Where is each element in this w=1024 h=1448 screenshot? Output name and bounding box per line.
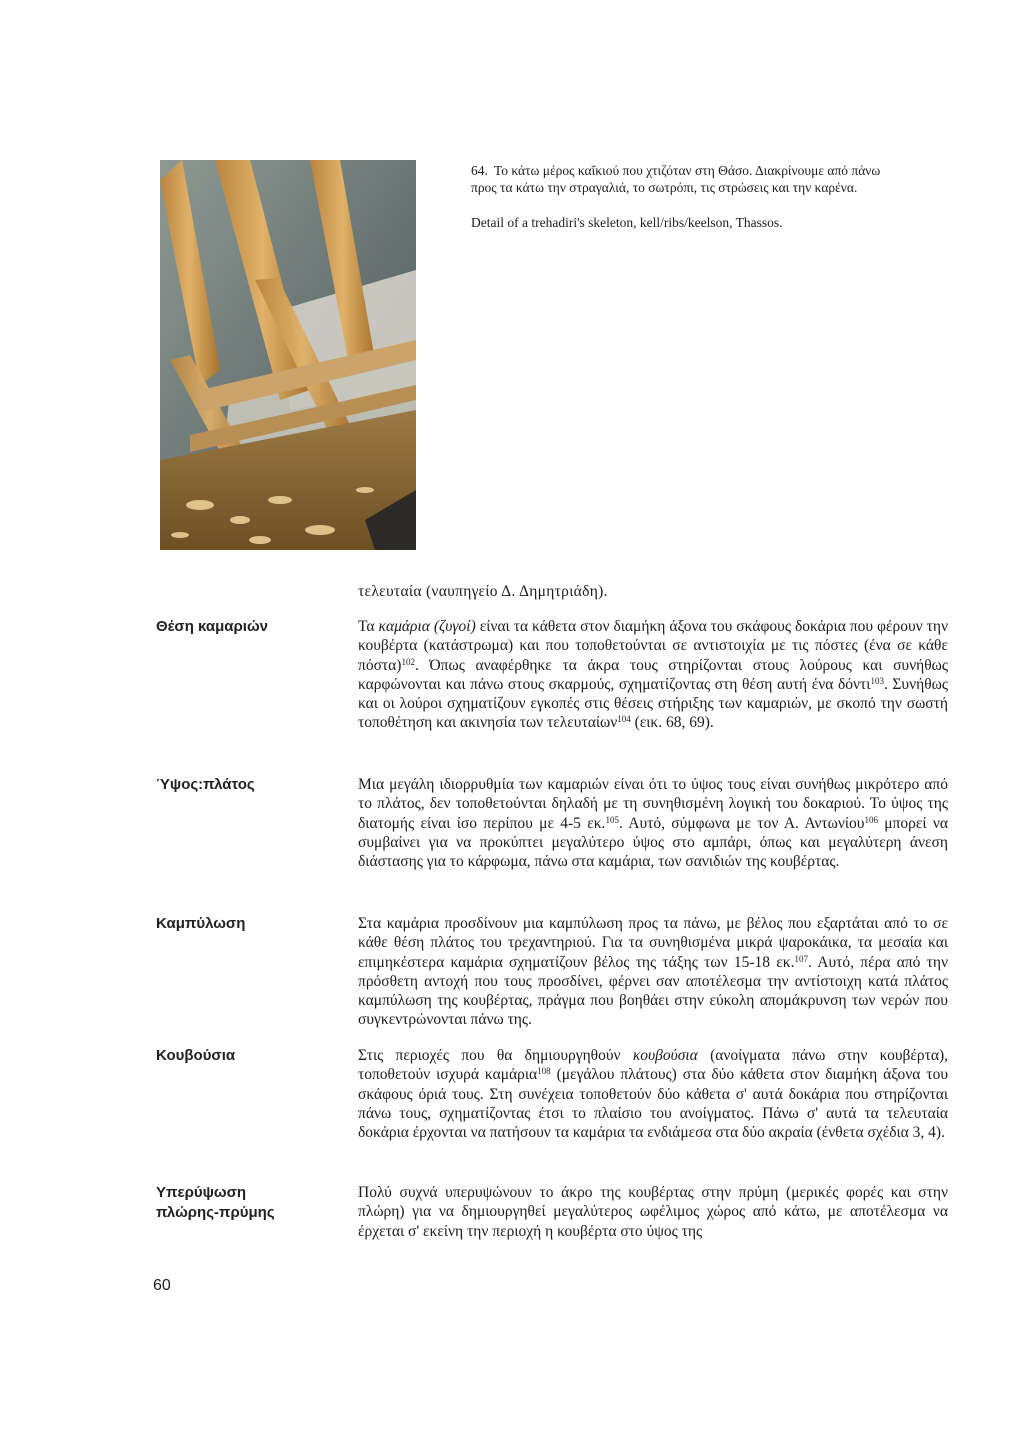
text-run: . Αυτό, πέρα από την πρόσθετη αντοχή που τους προσδίνει, φέρνει σαν αποτέλεσμα την αντίστοιχη κατά πλάτος καμπύλωση της κουβέρτας, πράγμα που βοηθάει στην εύκολη απομάκρυνση των νερών που συγκεντρώνονται πάνω της. <box>358 953 948 1029</box>
body-paragraph <box>358 1046 948 1142</box>
sidenote-heading: Υπερύψωση πλώρης-πρύμης <box>156 1184 275 1221</box>
italic-term: καμάρια (ζυγοί) <box>378 618 476 635</box>
footnote-ref: 103 <box>870 675 884 686</box>
intro-line: τελευταία (ναυπηγείο Δ. Δημητριάδη). <box>358 583 608 600</box>
footnote-ref: 107 <box>794 953 808 964</box>
page-number: 60 <box>153 1277 171 1294</box>
footnote-ref: 108 <box>537 1066 551 1077</box>
sidenote-heading: Κουβούσια <box>156 1047 236 1064</box>
text-run: Στις περιοχές που θα δημιουργηθούν <box>358 1047 633 1064</box>
italic-term: κουβούσια <box>632 1047 698 1064</box>
footnote-ref: 105 <box>605 814 619 825</box>
text-run: (ανοίγματα πάνω στην κουβέρτα), τοποθετούν ισχυρά καμάρια <box>358 1047 949 1084</box>
text-run: . Αυτό, σύμφωνα με τον Α. Αντωνίου <box>618 814 865 832</box>
body-paragraph <box>358 775 948 871</box>
text-run: είναι τα κάθετα στον διαμήκη άξονα του σκάφους δοκάρια που φέρουν την κουβέρτα (κατάστρωμα) και που τοποθετούνται σε αντιστοιχία με τις πόστες (ένα σε κάθε πόστα) <box>358 618 949 674</box>
text-run: . Όπως αναφέρθηκε τα άκρα τους στηρίζονται στους λούρους και συνήθως καρφώνονται και πάνω στους σκαρμούς, σχηματίζοντας στη θέση αυτή ένα δόντι <box>358 656 948 693</box>
caption-greek <box>471 162 901 196</box>
caption-english: Detail of a trehadiri's skeleton, kell/ribs/keelson, Thassos. <box>471 215 783 230</box>
footnote-ref: 104 <box>617 714 631 725</box>
text-run: μπορεί να συμβαίνει για να προκύπτει μεγαλύτερο ύψος στο αμπάρι, όπως και μεγαλύτερη άνεση διάστασης για το κάρφωμα, πάνω στα καμάρια, των σανιδιών της κουβέρτας. <box>358 814 948 871</box>
figure-caption <box>471 162 901 231</box>
text-run: . Συνήθως και οι λούροι σχηματίζουν εγκοπές στις θέσεις στήριξης των καμαριών, με σκοπό την σωστή τοποθέτηση και ακινησία των τελευταίων <box>358 675 948 732</box>
text-run: Πολύ συχνά υπερυψώνουν το άκρο της κουβέρτας στην πρύμη (μερικές φορές και στην πλώρη) για να δημιουργηθεί μεγαλύτερος ωφέλιμος χώρος από κάτω, με αποτέλεσμα να έρχεται σ' εκείνη την περιοχή η κουβέρτα στο ύψος της <box>358 1184 948 1240</box>
boat-skeleton-photo <box>160 160 416 550</box>
body-paragraph <box>358 914 948 1030</box>
boat-skeleton-illustration <box>160 160 416 550</box>
sidenote-heading: Καμπύλωση <box>156 915 246 932</box>
text-run: Μια μεγάλη ιδιορρυθμία των καμαριών είναι ότι το ύψος τους είναι συνήθως μικρότερο από το πλάτος, δεν τοποθετούνται δηλαδή με τη συνηθισμένη λογική του δοκαριού. Το ύψος της διατομής είναι ίσο περίπου με 4-5 εκ. <box>358 776 948 832</box>
text-run: (εικ. 68, 69). <box>630 714 714 732</box>
caption-greek-text: Το κάτω μέρος καΐκιού που χτιζόταν στη Θάσο. Διακρίνουμε από πάνω προς τα κάτω την στραγαλιά, το σωτρόπι, τις στρώσεις και την καρένα. <box>471 163 881 195</box>
sidenote-heading: Ύψος:πλάτος <box>156 776 255 793</box>
text-run: Στα καμάρια προσδίνουν μια καμπύλωση προς τα πάνω, με βέλος που εξαρτάται από το σε κάθε θέση πλάτος του τρεχαντηριού. Για τα συνηθισμένα μικρά ψαροκάικα, τα μεσαία και επιμηκέστερα καμάρια σχηματίζουν βέλος της τάξης των 15-18 εκ. <box>358 915 948 971</box>
sidenote-heading: Θέση καμαριών <box>156 618 268 635</box>
body-paragraph <box>358 1183 948 1241</box>
text-run: (μεγάλου πλάτους) στα δύο κάθετα στον διαμήκη άξονα του σκάφους όριά τους. Στη συνέχεια τοποθετούν δύο κάθετα σ' αυτά δοκάρια που στηρίζονται πάνω τους, σχηματίζοντας έτσι το πλαίσιο του ανοίγματος. Πάνω σ' αυτά τα τελευταία δοκάρια έρχονται να πατήσουν τα καμάρια τα ενδιάμεσα στα δύο ακραία (ένθετα σχέδια 3, 4). <box>358 1066 948 1142</box>
body-paragraph <box>358 617 948 733</box>
footnote-ref: 102 <box>401 656 415 667</box>
figure-number: 64. <box>471 163 488 178</box>
footnote-ref: 106 <box>864 814 878 825</box>
text-run: Τα <box>358 618 379 635</box>
